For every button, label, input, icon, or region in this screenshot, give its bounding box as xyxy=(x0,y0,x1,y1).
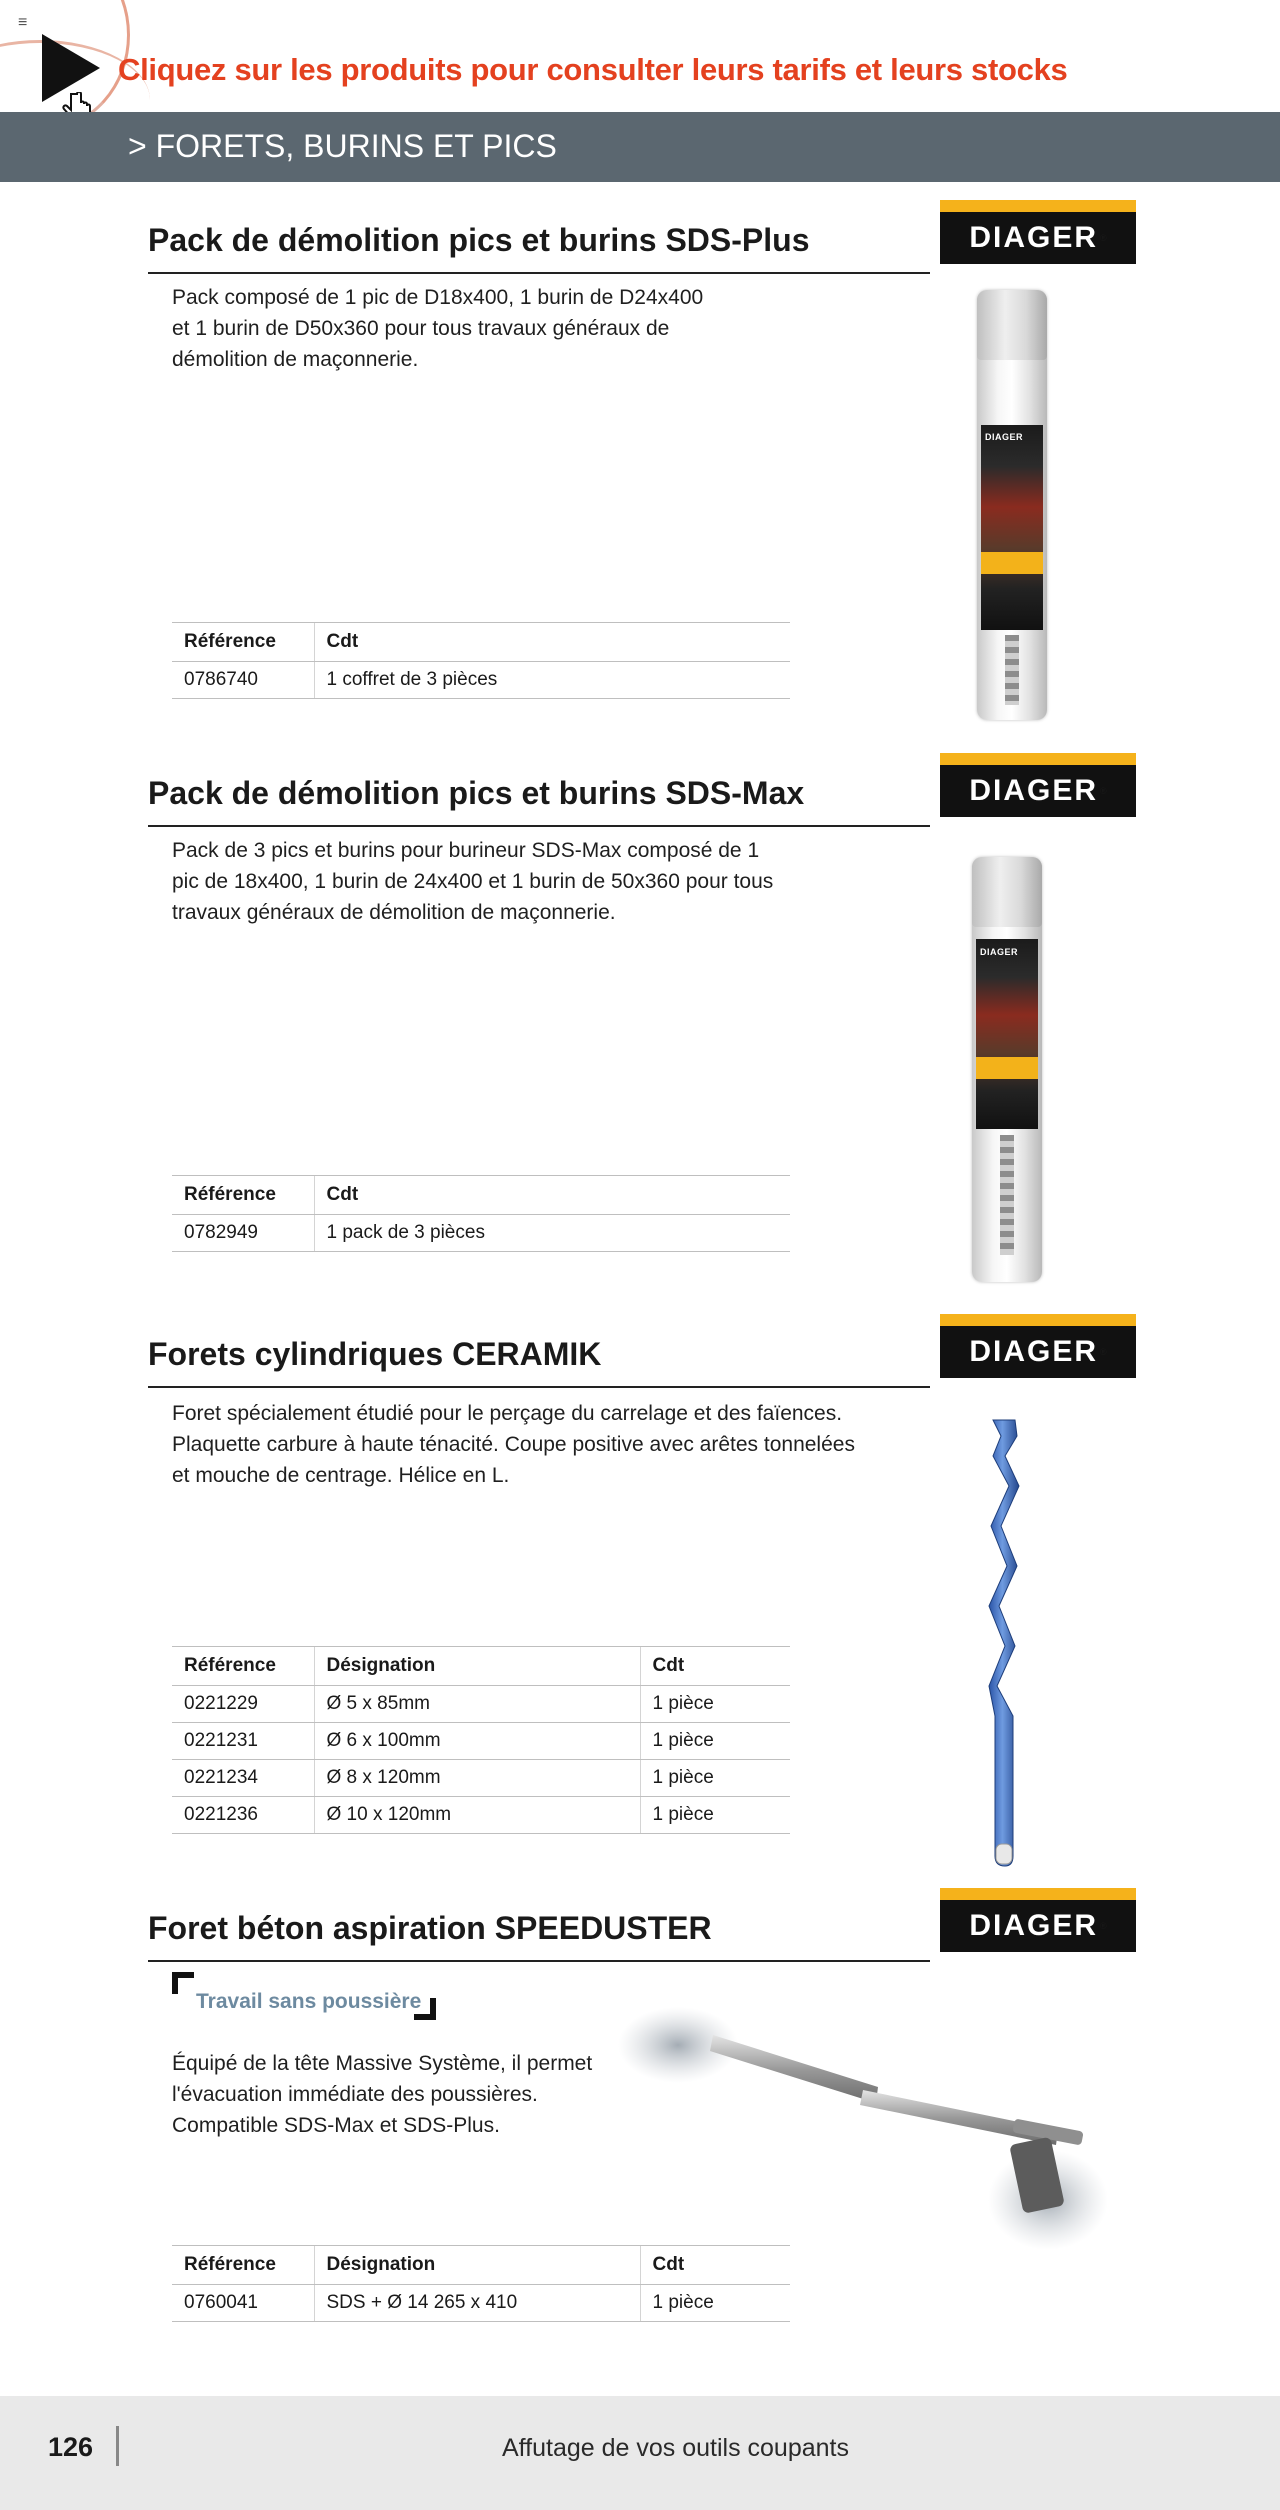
product-title[interactable]: Forets cylindriques CERAMIK xyxy=(148,1336,602,1372)
table-row[interactable] xyxy=(172,1797,790,1834)
product-description: Pack composé de 1 pic de D18x400, 1 burin de D24x400 et 1 burin de D50x360 pour tous travaux généraux de démolition de maçonnerie. xyxy=(172,286,704,371)
product-table xyxy=(172,1646,790,1834)
tube-cap xyxy=(972,857,1042,927)
column-header: Désignation xyxy=(314,2246,640,2285)
product-title[interactable]: Foret béton aspiration SPEEDUSTER xyxy=(148,1910,712,1946)
column-header: Cdt xyxy=(314,1176,790,1215)
dust-extraction-drill-image[interactable] xyxy=(618,1995,1118,2255)
product-description: Pack de 3 pics et burins pour burineur SDS-Max composé de 1 pic de 18x400, 1 burin de 24x400 et 1 burin de 50x360 pour tous travaux généraux de démolition de maçonnerie. xyxy=(172,839,774,924)
tube-pack-image[interactable] xyxy=(972,857,1042,1282)
tube-cap xyxy=(977,290,1047,360)
divider xyxy=(116,2426,119,2466)
chisel-shank xyxy=(1000,1135,1014,1255)
reference-cell[interactable]: 0221236 xyxy=(172,1797,314,1834)
packaging-label xyxy=(976,939,1038,1129)
reference-cell[interactable]: 0782949 xyxy=(172,1215,314,1252)
column-header: Cdt xyxy=(640,2246,790,2285)
table-row[interactable] xyxy=(172,1723,790,1760)
divider xyxy=(148,1386,930,1388)
category-title: > FORETS, BURINS ET PICS xyxy=(128,128,557,164)
product-table xyxy=(172,1175,790,1252)
cdt-cell: 1 pack de 3 pièces xyxy=(314,1215,790,1252)
product-table xyxy=(172,2245,790,2322)
product-description: Foret spécialement étudié pour le perçage du carrelage et des faïences. Plaquette carbure à haute ténacité. Coupe positive avec arêtes tonnelées et mouche de centrage. Hélice en L. xyxy=(172,1402,855,1487)
brand-logo: DIAGER ® xyxy=(940,1314,1136,1378)
tube-pack-image[interactable] xyxy=(977,290,1047,720)
drill-head xyxy=(710,2035,878,2103)
designation-cell: Ø 6 x 100mm xyxy=(314,1723,640,1760)
column-header: Désignation xyxy=(314,1647,640,1686)
column-header: Référence xyxy=(172,623,314,662)
menu-icon[interactable]: ≡ xyxy=(18,14,28,31)
label-stripe xyxy=(976,1057,1038,1079)
table-header-row xyxy=(172,1176,790,1215)
designation-cell: SDS + Ø 14 265 x 410 xyxy=(314,2285,640,2322)
reference-cell[interactable]: 0221229 xyxy=(172,1686,314,1723)
table-header-row xyxy=(172,623,790,662)
divider xyxy=(148,1960,930,1962)
blue-drill-bit-image[interactable] xyxy=(975,1416,1035,1868)
cdt-cell: 1 pièce xyxy=(640,1797,790,1834)
column-header: Référence xyxy=(172,2246,314,2285)
cdt-cell: 1 pièce xyxy=(640,1760,790,1797)
column-header: Référence xyxy=(172,1647,314,1686)
brand-mark: DIAGER xyxy=(980,947,1019,957)
reference-cell[interactable]: 0760041 xyxy=(172,2285,314,2322)
designation-cell: Ø 5 x 85mm xyxy=(314,1686,640,1723)
feature-badge: Travail sans poussière xyxy=(196,1990,422,2013)
badge-corner xyxy=(172,1972,194,1994)
chisel-shank xyxy=(1005,635,1019,705)
brand-logo: DIAGER ® xyxy=(940,200,1136,264)
drill-shank-tip xyxy=(996,1844,1012,1864)
reference-cell[interactable]: 0786740 xyxy=(172,662,314,699)
badge-corner xyxy=(414,1998,436,2020)
packaging-label xyxy=(981,425,1043,630)
table-row[interactable] xyxy=(172,2285,790,2322)
drill-flute xyxy=(989,1420,1019,1866)
cdt-cell: 1 pièce xyxy=(640,1686,790,1723)
designation-cell: Ø 10 x 120mm xyxy=(314,1797,640,1834)
footer-title: Affutage de vos outils coupants xyxy=(502,2434,849,2462)
product-title[interactable]: Pack de démolition pics et burins SDS-Max xyxy=(148,775,805,811)
cdt-cell: 1 pièce xyxy=(640,2285,790,2322)
product-title[interactable]: Pack de démolition pics et burins SDS-Plus xyxy=(148,222,810,258)
brand-mark: DIAGER xyxy=(985,432,1024,442)
column-header: Cdt xyxy=(640,1647,790,1686)
reference-cell[interactable]: 0221234 xyxy=(172,1760,314,1797)
cdt-cell: 1 coffret de 3 pièces xyxy=(314,662,790,699)
table-row[interactable] xyxy=(172,1215,790,1252)
table-row[interactable] xyxy=(172,662,790,699)
designation-cell: Ø 8 x 120mm xyxy=(314,1760,640,1797)
divider xyxy=(148,825,930,827)
column-header: Référence xyxy=(172,1176,314,1215)
cdt-cell: 1 pièce xyxy=(640,1723,790,1760)
page-number: 126 xyxy=(48,2432,94,2462)
product-table xyxy=(172,622,790,699)
product-description: Équipé de la tête Massive Système, il permet l'évacuation immédiate des poussières. Compatible SDS-Max et SDS-Plus. xyxy=(172,2052,593,2137)
column-header: Cdt xyxy=(314,623,790,662)
label-stripe xyxy=(981,552,1043,574)
table-row[interactable] xyxy=(172,1760,790,1797)
table-row[interactable] xyxy=(172,1686,790,1723)
table-header-row xyxy=(172,1647,790,1686)
brand-logo: DIAGER ® xyxy=(940,753,1136,817)
brand-logo: DIAGER ® xyxy=(940,1888,1136,1952)
divider xyxy=(148,272,930,274)
drill-shaft xyxy=(860,2090,1058,2145)
cta-link[interactable]: Cliquez sur les produits pour consulter leurs tarifs et leurs stocks xyxy=(118,52,1068,87)
reference-cell[interactable]: 0221231 xyxy=(172,1723,314,1760)
